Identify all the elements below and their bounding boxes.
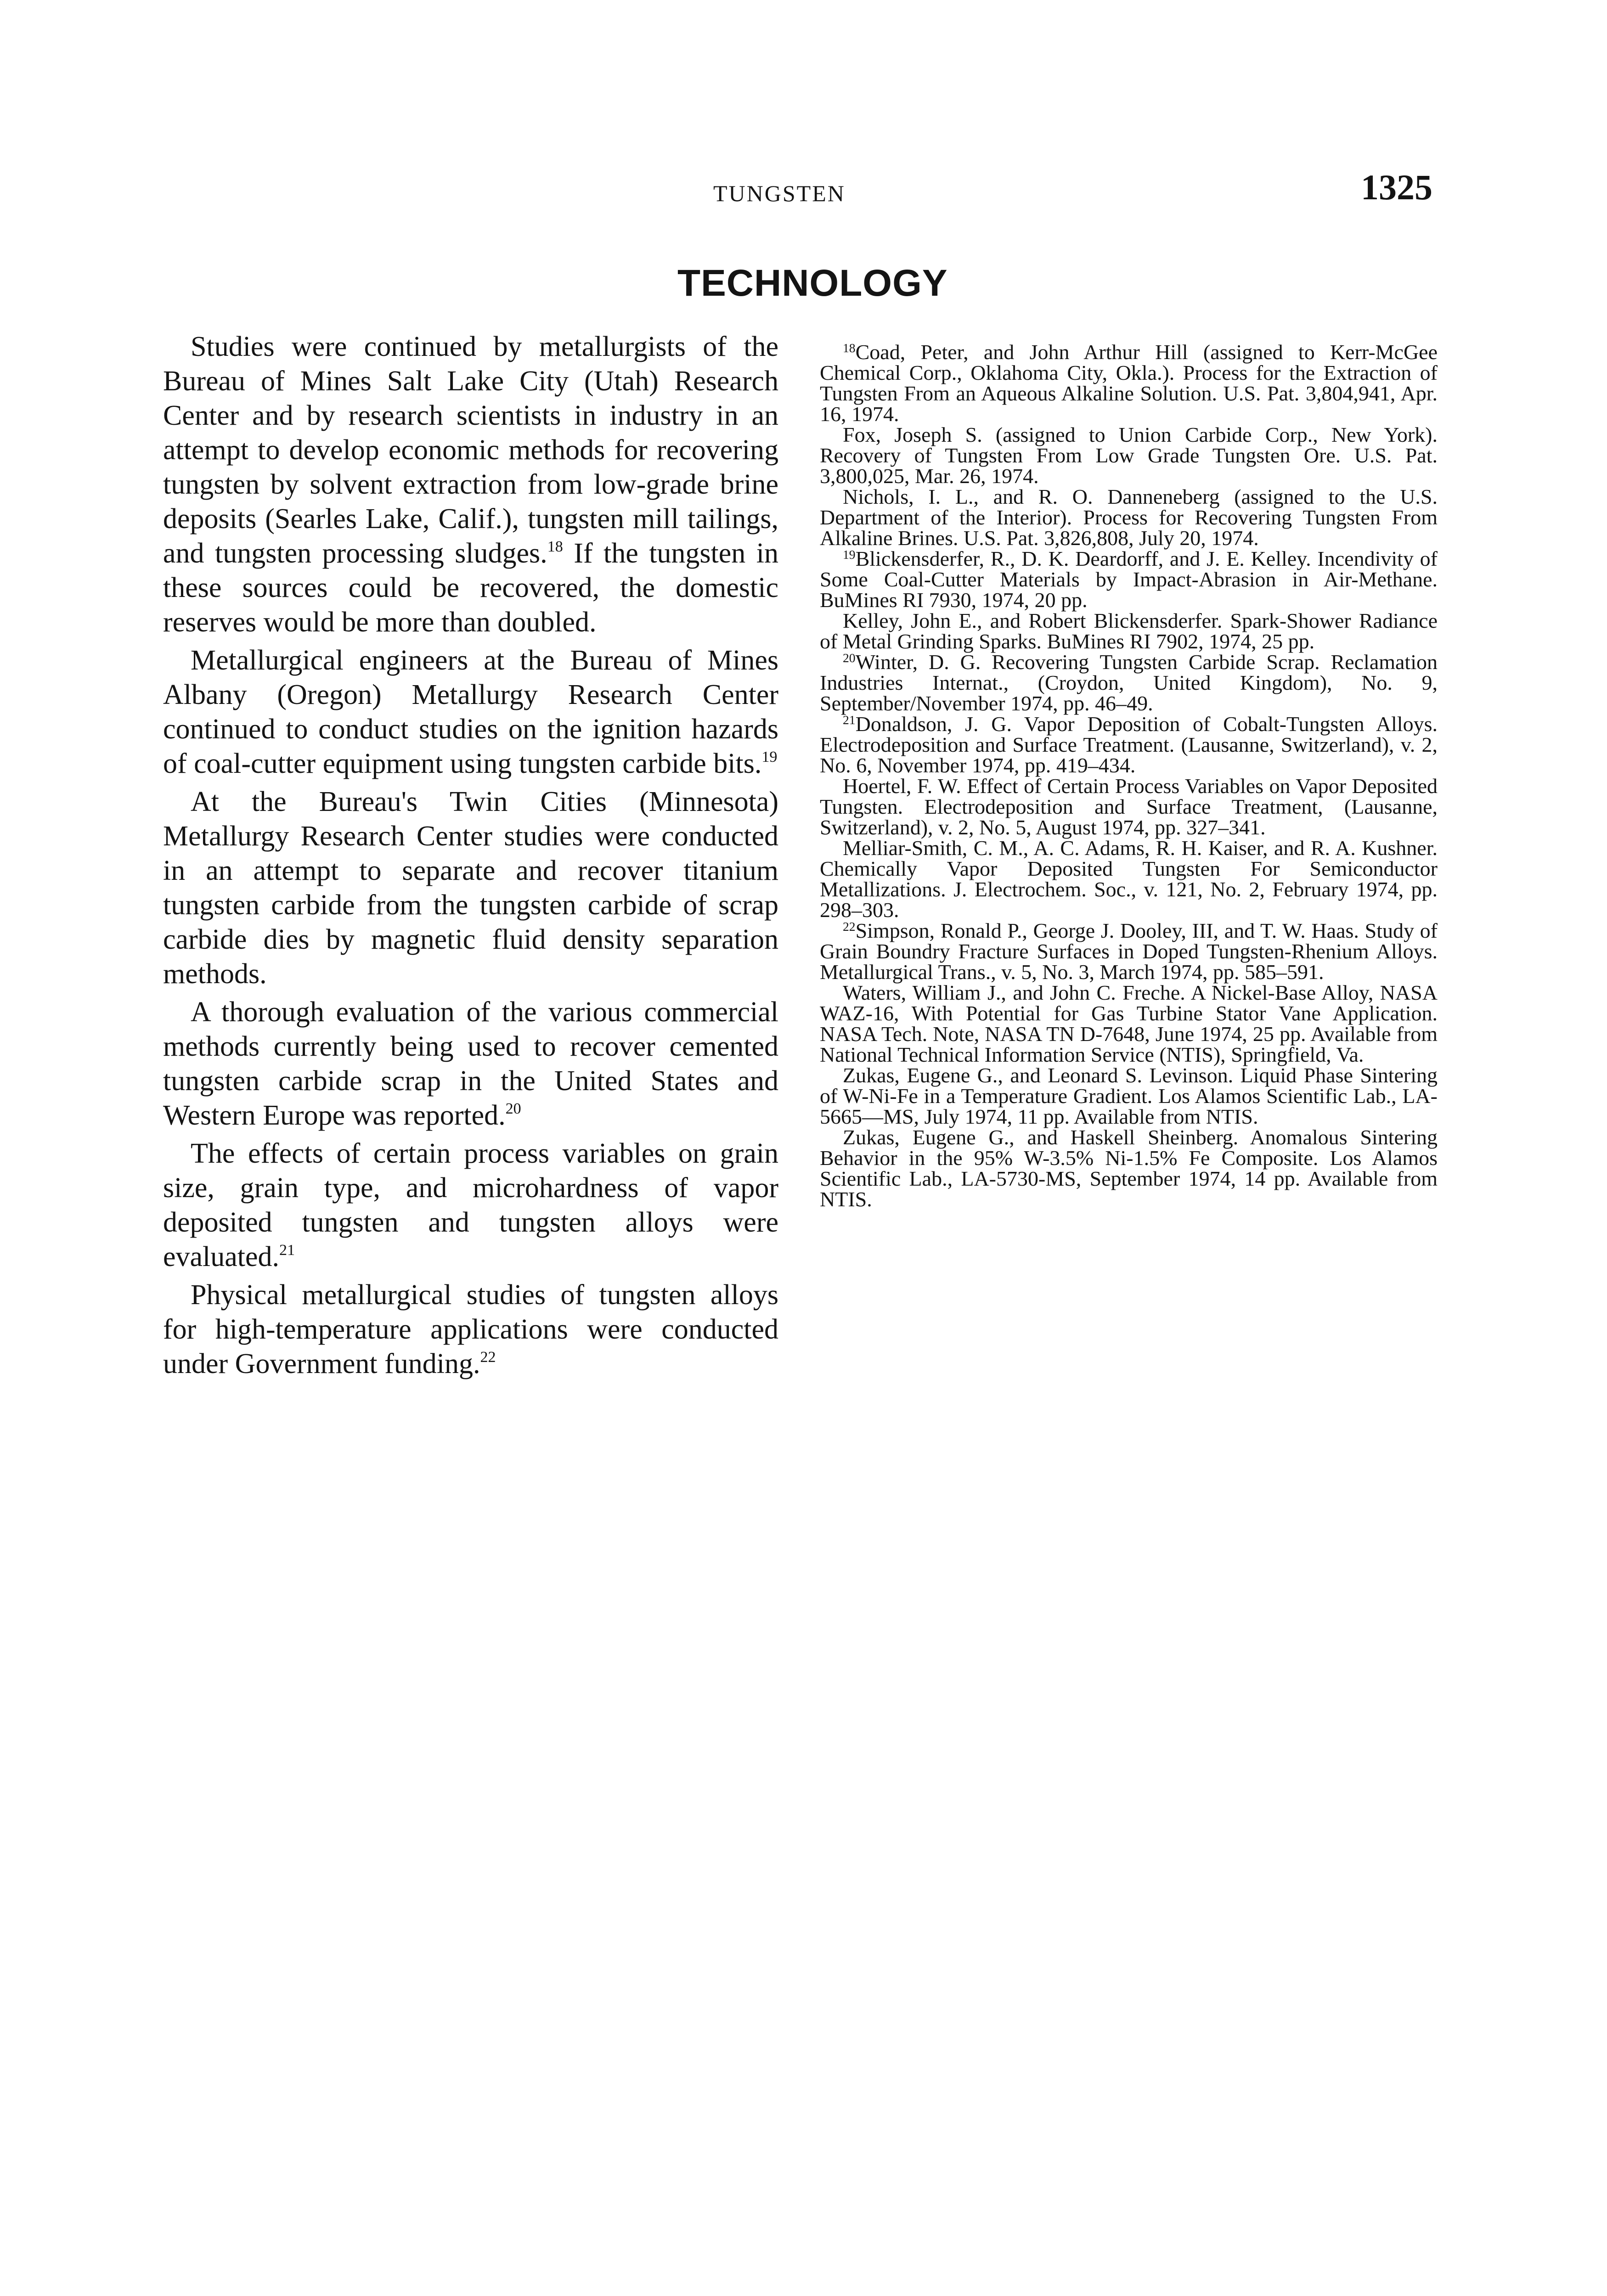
footnote-ref: 20 bbox=[505, 1100, 521, 1118]
reference-item: Waters, William J., and John C. Freche. A Nickel-Base Alloy, NASA WAZ-16, With Potential for Gas Turbine Stator Vane Application. NASA Tech. Note, NASA TN D-7648, June 1974, 25 pp. Available from National Technical Information Service (NTIS), Springfield, Va. bbox=[820, 981, 1438, 1066]
page-number: 1325 bbox=[1361, 167, 1432, 207]
reference-item: Zukas, Eugene G., and Leonard S. Levinson. Liquid Phase Sintering of W-Ni-Fe in a Temperature Gradient. Los Alamos Scientific Lab., LA-5665—MS, July 1974, 11 pp. Available from NTIS. bbox=[820, 1064, 1438, 1128]
reference-item: Fox, Joseph S. (assigned to Union Carbide Corp., New York). Recovery of Tungsten From Low Grade Tungsten Ore. U.S. Pat. 3,800,025, Mar. 26, 1974. bbox=[820, 423, 1438, 488]
reference-item: $^{21}$Donaldson, J. G. Vapor Deposition of Cobalt-Tungsten Alloys. Electrodeposition and Surface Treatment. (Lausanne, Switzerland), v. 2, No. 6, November 1974, pp. 419–434. bbox=[820, 712, 1438, 777]
footnote-ref: 18 bbox=[547, 538, 563, 556]
body-paragraph: A thorough evaluation of the various commercial methods currently being used to recover cemented tungsten carbide scrap in the United States and Western Europe was reported.$^{20}$ bbox=[163, 996, 778, 1131]
running-head: TUNGSTEN bbox=[713, 180, 846, 206]
body-paragraph: Metallurgical engineers at the Bureau of Mines Albany (Oregon) Metallurgy Research Center continued to conduct studies on the ignition hazards of coal-cutter equipment using tungsten carbide bits.$^{19}$ bbox=[163, 645, 778, 779]
body-paragraph: Studies were continued by metallurgists of the Bureau of Mines Salt Lake City (Utah) Research Center and by research scientists in industry in an attempt to develop economic methods for recovering tungsten by solvent extraction from low-grade brine deposits (Searles Lake, Calif.), tungsten mill tailings, and tungsten processing sludges.$^{18}$ If the tungsten in these sources could be recovered, the domestic reserves would be more than doubled. bbox=[163, 331, 778, 638]
section-title: TECHNOLOGY bbox=[677, 262, 948, 304]
body-paragraph: At the Bureau's Twin Cities (Minnesota) Metallurgy Research Center studies were conducted in an attempt to separate and recover titanium tungsten carbide from the tungsten carbide of scrap carbide dies by magnetic fluid density separation methods. bbox=[163, 786, 778, 990]
body-paragraph: The effects of certain process variables on grain size, grain type, and microhardness of vapor deposited tungsten and tungsten alloys were evaluated.$^{21}$ bbox=[163, 1138, 778, 1272]
reference-item: Kelley, John E., and Robert Blickensderfer. Spark-Shower Radiance of Metal Grinding Sparks. BuMines RI 7902, 1974, 25 pp. bbox=[820, 609, 1438, 653]
reference-item: Melliar-Smith, C. M., A. C. Adams, R. H. Kaiser, and R. A. Kushner. Chemically Vapor Deposited Tungsten For Semiconductor Metallizations. J. Electrochem. Soc., v. 121, No. 2, February 1974, pp. 298–303. bbox=[820, 836, 1438, 922]
reference-item: $^{19}$Blickensderfer, R., D. K. Deardorff, and J. E. Kelley. Incendivity of Some Coal-Cutter Materials by Impact-Abrasion in Air-Methane. BuMines RI 7930, 1974, 20 pp. bbox=[820, 547, 1438, 612]
reference-item: Nichols, I. L., and R. O. Danneneberg (assigned to the U.S. Department of the Interior). Process for Recovering Tungsten From Alkaline Brines. U.S. Pat. 3,826,808, July 20, 1974. bbox=[820, 485, 1438, 550]
reference-item: $^{18}$Coad, Peter, and John Arthur Hill (assigned to Kerr-McGee Chemical Corp., Oklahoma City, Okla.). Process for the Extraction of Tungsten From an Aqueous Alkaline Solution. U.S. Pat. 3,804,941, Apr. 16, 1974. bbox=[820, 340, 1438, 426]
reference-item: Hoertel, F. W. Effect of Certain Process Variables on Vapor Deposited Tungsten. Electrodeposition and Surface Treatment, (Lausanne, Switzerland), v. 2, No. 5, August 1974, pp. 327–341. bbox=[820, 774, 1438, 839]
footnote-ref: 22 bbox=[480, 1349, 496, 1366]
reference-item: $^{22}$Simpson, Ronald P., George J. Dooley, III, and T. W. Haas. Study of Grain Boundry Fracture Surfaces in Doped Tungsten-Rhenium Alloys. Metallurgical Trans., v. 5, No. 3, March 1974, pp. 585–591. bbox=[820, 919, 1438, 984]
footnote-ref: 21 bbox=[279, 1242, 295, 1259]
body-column bbox=[163, 330, 778, 1385]
references-column bbox=[820, 342, 1438, 1210]
footnote-ref: 19 bbox=[761, 748, 778, 766]
reference-item: $^{20}$Winter, D. G. Recovering Tungsten Carbide Scrap. Reclamation Industries Internat., (Croydon, United Kingdom), No. 9, September/November 1974, pp. 46–49. bbox=[820, 650, 1438, 715]
body-paragraph: Physical metallurgical studies of tungsten alloys for high-temperature applications were conducted under Government funding.$^{22}$ bbox=[163, 1279, 778, 1379]
reference-item: Zukas, Eugene G., and Haskell Sheinberg. Anomalous Sintering Behavior in the 95% W-3.5% Ni-1.5% Fe Composite. Los Alamos Scientific Lab., LA-5730-MS, September 1974, 14 pp. Available from NTIS. bbox=[820, 1125, 1438, 1211]
